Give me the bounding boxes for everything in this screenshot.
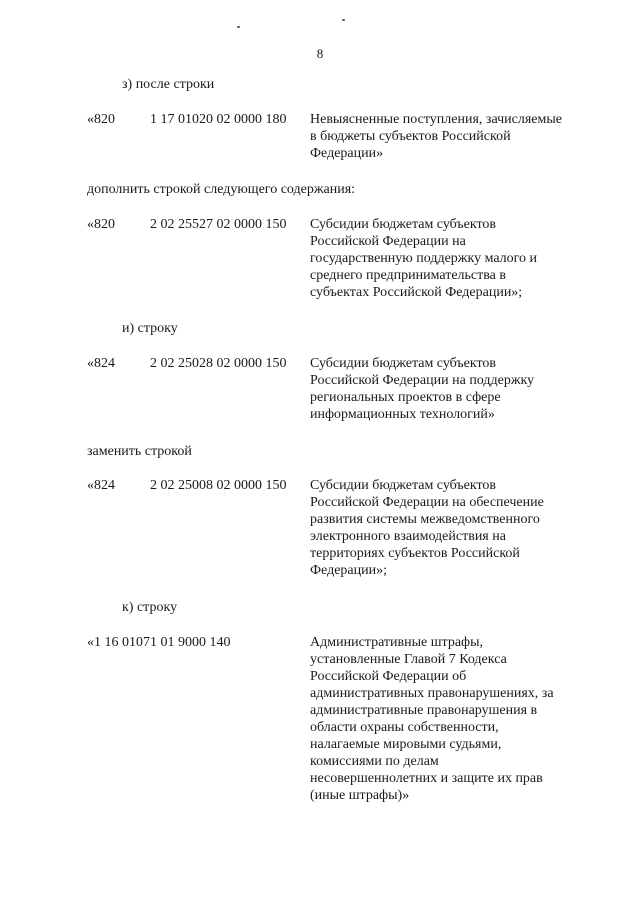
desc-line: (иные штрафы)» [310, 788, 410, 803]
budget-code: 2 02 25527 02 0000 150 [150, 217, 287, 232]
desc-line: субъектах Российской Федерации»; [310, 285, 523, 300]
desc-line: Федерации»; [310, 563, 388, 578]
budget-code: 1 17 01020 02 0000 180 [150, 112, 287, 127]
desc-line: информационных технологий» [310, 407, 495, 422]
budget-code: «1 16 01071 01 9000 140 [87, 635, 231, 650]
desc-line: Субсидии бюджетам субъектов [310, 478, 497, 493]
desc-line: области охраны собственности, [310, 720, 499, 735]
desc-line: Невыясненные поступления, зачисляемые [310, 112, 562, 127]
desc-line: Федерации» [310, 146, 384, 161]
section-i-after: заменить строкой [87, 444, 192, 459]
budget-code: 2 02 25008 02 0000 150 [150, 478, 287, 493]
row-description [310, 216, 595, 301]
desc-line: административные правонарушения в [310, 703, 538, 718]
budget-code: 2 02 25028 02 0000 150 [150, 356, 287, 371]
desc-line: административных правонарушениях, за [310, 686, 554, 701]
desc-line: среднего предпринимательства в [310, 268, 506, 283]
desc-line: Субсидии бюджетам субъектов [310, 217, 497, 232]
page-number: 8 [316, 46, 324, 61]
scan-speck [237, 26, 240, 28]
desc-line: Российской Федерации на [310, 234, 466, 249]
row-description [310, 355, 595, 423]
section-i-intro: и) строку [122, 321, 178, 336]
desc-line: несовершеннолетних и защите их прав [310, 771, 543, 786]
desc-line: налагаемые мировыми судьями, [310, 737, 502, 752]
desc-line: электронного взаимодействия на [310, 529, 506, 544]
row-description [310, 477, 595, 579]
desc-line: Административные штрафы, [310, 635, 484, 650]
desc-line: территориях субъектов Российской [310, 546, 520, 561]
admin-code: «820 [87, 217, 115, 232]
desc-line: региональных проектов в сфере [310, 390, 501, 405]
section-z-intro: з) после строки [122, 77, 215, 92]
desc-line: в бюджеты субъектов Российской [310, 129, 511, 144]
desc-line: государственную поддержку малого и [310, 251, 538, 266]
admin-code: «824 [87, 478, 115, 493]
section-z-after: дополнить строкой следующего содержания: [87, 182, 356, 197]
admin-code: «820 [87, 112, 115, 127]
desc-line: установленные Главой 7 Кодекса [310, 652, 507, 667]
desc-line: Субсидии бюджетам субъектов [310, 356, 497, 371]
desc-line: Российской Федерации на обеспечение [310, 495, 544, 510]
row-description [310, 634, 595, 804]
desc-line: Российской Федерации об [310, 669, 467, 684]
desc-line: Российской Федерации на поддержку [310, 373, 535, 388]
desc-line: развития системы межведомственного [310, 512, 540, 527]
scan-speck [342, 19, 345, 21]
row-description [310, 111, 595, 162]
section-k-intro: к) строку [122, 600, 178, 615]
desc-line: комиссиями по делам [310, 754, 439, 769]
admin-code: «824 [87, 356, 115, 371]
